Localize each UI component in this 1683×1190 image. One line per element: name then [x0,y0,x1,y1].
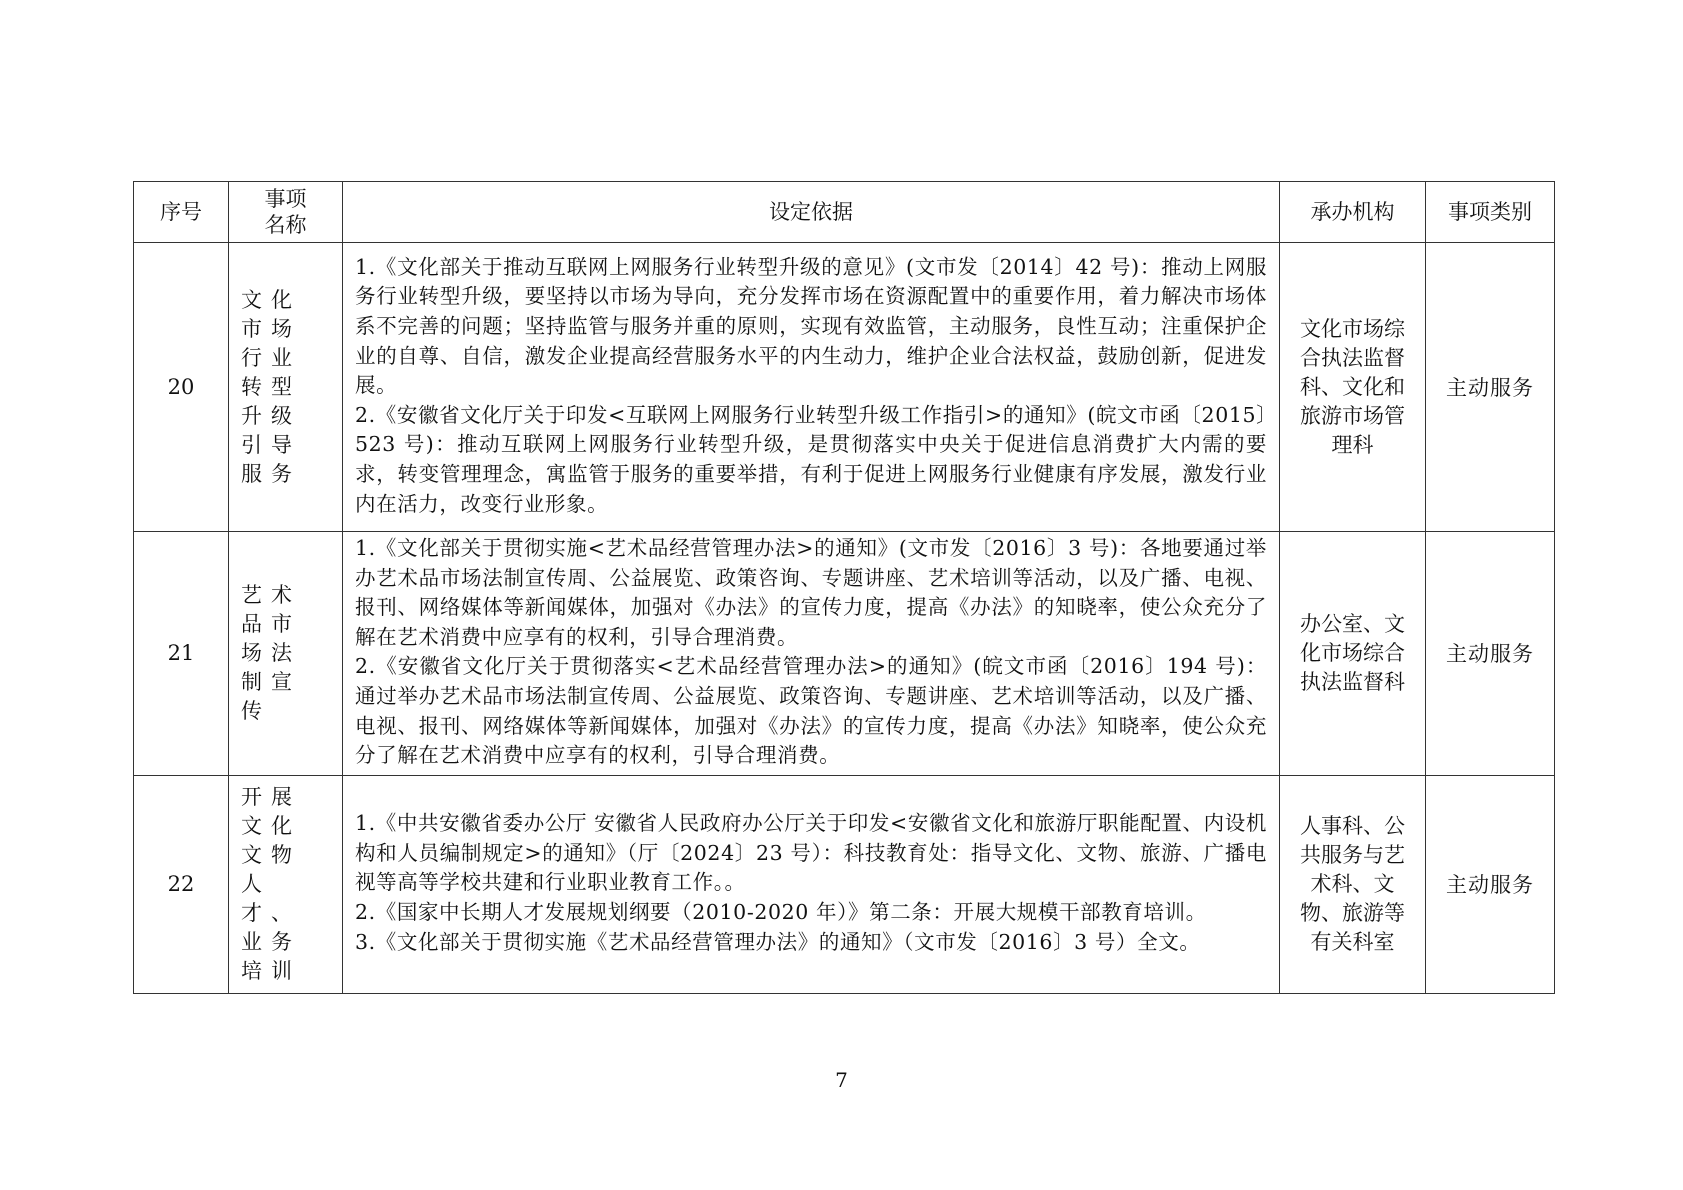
row-name-cell [229,775,343,993]
row-seq: 20 [134,243,229,532]
row-org-cell [1280,532,1426,776]
row-basis-cell [343,243,1280,532]
service-items-table [133,181,1555,994]
header-name-label: 事项名称 [264,187,307,237]
header-type: 事项类别 [1426,182,1555,243]
basis-item: 1.《中共安徽省委办公厅 安徽省人民政府办公厅关于印发<安徽省文化和旅游厅职能配置、内设机构和人员编制规定>的通知》（厅〔2024〕23 号）：科技教育处：指导文化、文物、旅游、广播电视等高等学校共建和行业职业教育工作。。 [355,811,1267,895]
table-header-row [134,182,1555,243]
row-name: 文化市场行业转型升级引导服务 [241,287,301,486]
basis-item: 2.《安徽省文化厅关于印发<互联网上网服务行业转型升级工作指引>的通知》(皖文市函〔2015〕523 号)：推动互联网上网服务行业转型升级，是贯彻落实中央关于促进信息消费扩大内需的要求，转变管理理念，寓监管于服务的重要举措，有利于促进上网服务行业健康有序发展，激发行业内在活力，改变行业形象。 [355,402,1267,516]
row-org-cell [1280,775,1426,993]
row-org: 文化市场综合执法监督科、文化和旅游市场管理科 [1300,316,1405,457]
basis-item: 2.《安徽省文化厅关于贯彻落实<艺术品经营管理办法>的通知》(皖文市函〔2016〕194 号)：通过举办艺术品市场法制宣传周、公益展览、政策咨询、专题讲座、艺术培训等活动，以及广播、电视、报刊、网络媒体等新闻媒体，加强对《办法》的宣传力度，提高《办法》知晓率，使公众充分了解在艺术消费中应享有的权利，引导合理消费。 [355,654,1267,768]
basis-item: 1.《文化部关于推动互联网上网服务行业转型升级的意见》(文市发〔2014〕42 号)：推动上网服务行业转型升级，要坚持以市场为导向，充分发挥市场在资源配置中的重要作用，着力解决市场体系不完善的问题；坚持监管与服务并重的原则，实现有效监管，主动服务，良性互动；注重保护企业的自尊、自信，激发企业提高经营服务水平的内生动力，维护企业合法权益，鼓励创新，促进发展。 [355,254,1267,398]
table-row [134,532,1555,776]
row-seq: 22 [134,775,229,993]
row-name-cell [229,532,343,776]
row-org: 办公室、文化市场综合执法监督科 [1300,611,1405,694]
row-org: 人事科、公共服务与艺术科、文物、旅游等有关科室 [1300,813,1405,954]
row-type: 主动服务 [1426,243,1555,532]
table-row [134,243,1555,532]
table-row [134,775,1555,993]
basis-item: 2.《国家中长期人才发展规划纲要（2010-2020 年）》第二条：开展大规模干部教育培训。 [355,900,1207,925]
row-name: 开展文化文物人才、业务培训 [241,784,301,983]
header-org: 承办机构 [1280,182,1426,243]
row-type: 主动服务 [1426,775,1555,993]
row-name: 艺术品市场法制宣传 [241,582,301,723]
header-name [229,182,343,243]
basis-item: 1.《文化部关于贯彻实施<艺术品经营管理办法>的通知》(文市发〔2016〕3 号)：各地要通过举办艺术品市场法制宣传周、公益展览、政策咨询、专题讲座、艺术培训等活动，以及广播、电视、报刊、网络媒体等新闻媒体，加强对《办法》的宣传力度，提高《办法》的知晓率，使公众充分了解在艺术消费中应享有的权利，引导合理消费。 [355,536,1267,649]
header-basis: 设定依据 [343,182,1280,243]
header-seq: 序号 [134,182,229,243]
row-org-cell [1280,243,1426,532]
row-name-cell [229,243,343,532]
row-basis-cell [343,775,1280,993]
row-seq: 21 [134,532,229,776]
page-number: 7 [835,1068,848,1092]
row-type: 主动服务 [1426,532,1555,776]
basis-item: 3.《文化部关于贯彻实施《艺术品经营管理办法》的通知》（文市发〔2016〕3 号）全文。 [355,929,1201,954]
row-basis-cell [343,532,1280,776]
